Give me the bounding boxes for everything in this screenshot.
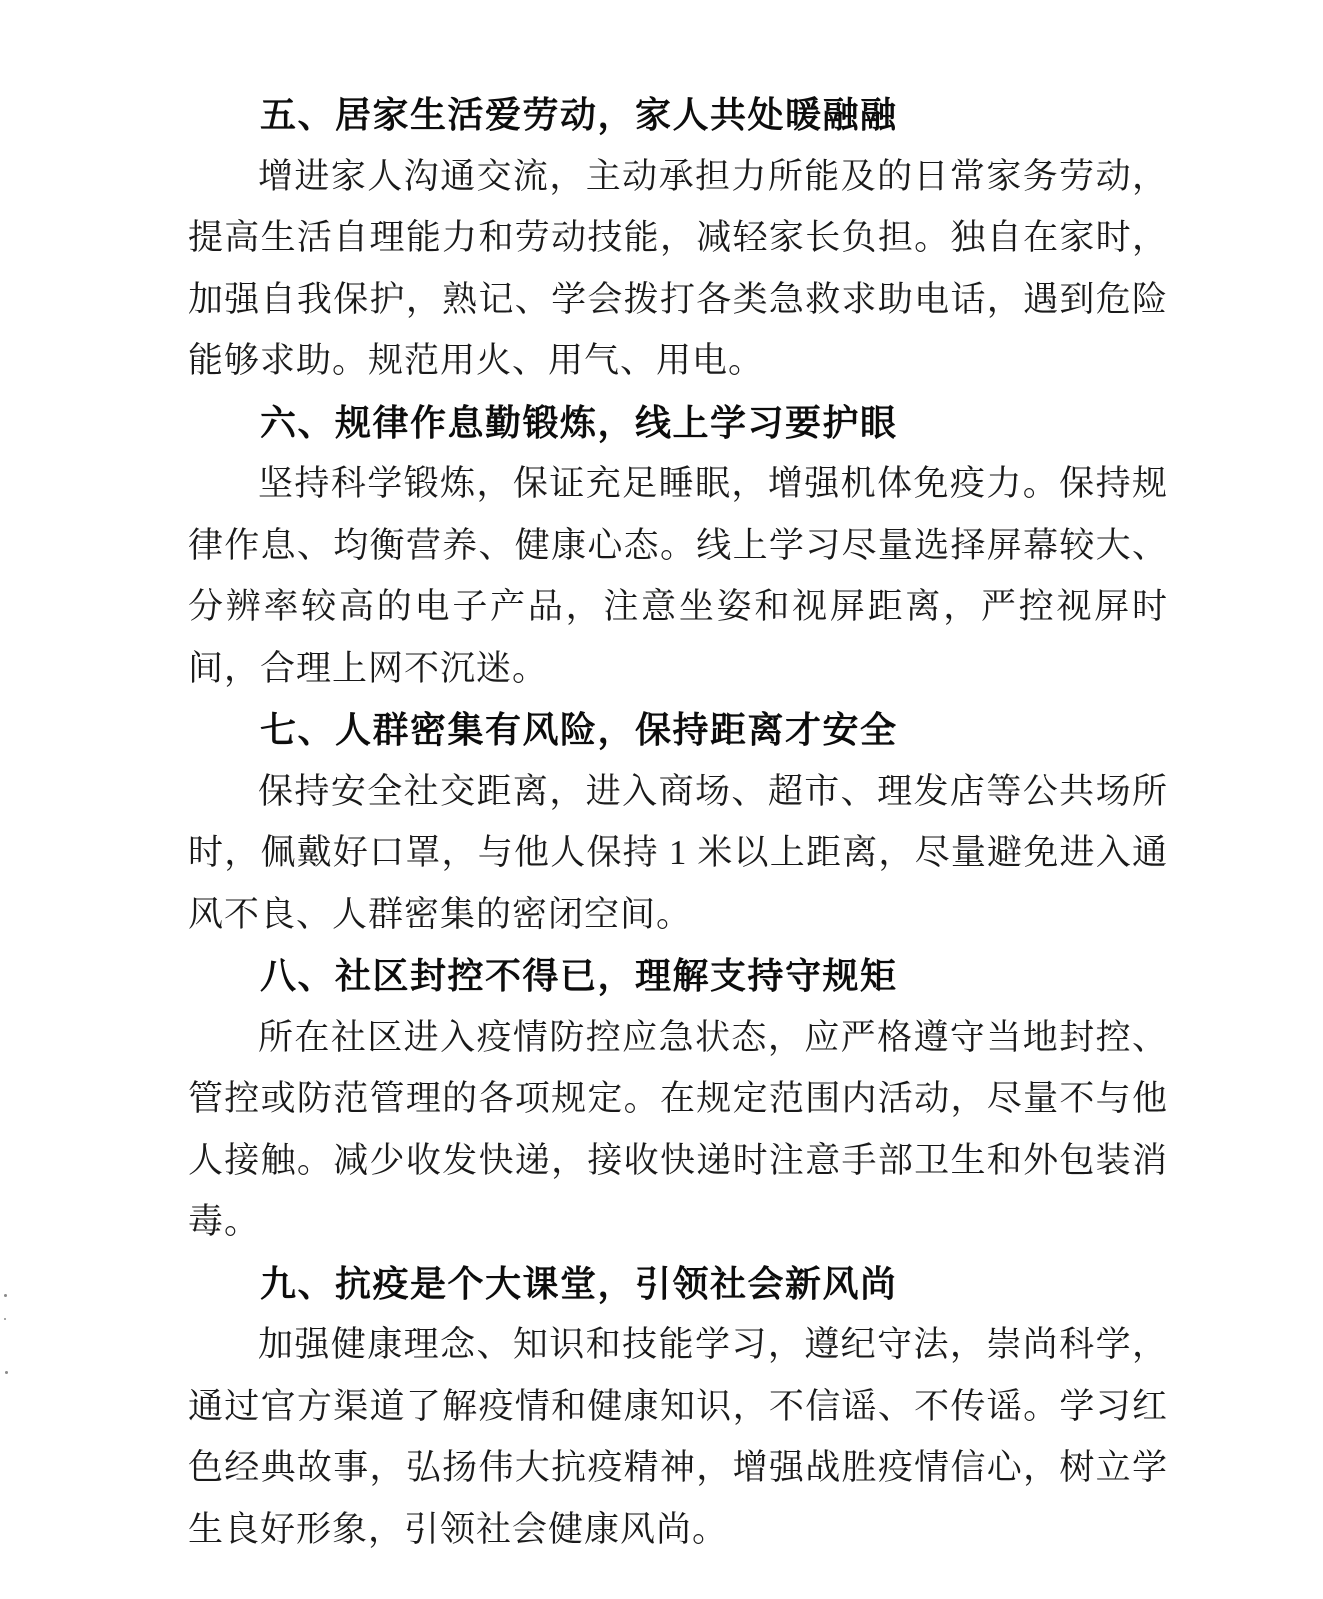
section-nine-heading: 九、抗疫是个大课堂，引领社会新风尚: [260, 1262, 898, 1304]
section-nine: [188, 1253, 1168, 1561]
section-six-heading: 六、规律作息勤锻炼，线上学习要护眼: [260, 401, 898, 443]
section-seven-paragraph: 保持安全社交距离，进入商场、超市、理发店等公共场所时，佩戴好口罩，与他人保持 1 米以上距离，尽量避免进入通风不良、人群密集的密闭空间。: [188, 771, 1168, 934]
document-content: [188, 84, 1168, 1560]
scan-speck: [4, 1318, 6, 1320]
scan-speck: [4, 1294, 7, 1297]
section-eight: [188, 945, 1168, 1253]
section-six: [188, 392, 1168, 700]
scan-speck: [5, 1371, 8, 1374]
section-seven-heading: 七、人群密集有风险，保持距离才安全: [260, 709, 898, 750]
section-eight-paragraph: 所在社区进入疫情防控应急状态，应严格遵守当地封控、管控或防范管理的各项规定。在规定范围内活动，尽量不与他人接触。减少收发快递，接收快递时注意手部卫生和外包装消毒。: [188, 1017, 1168, 1241]
section-nine-paragraph: 加强健康理念、知识和技能学习，遵纪守法，崇尚科学，通过官方渠道了解疫情和健康知识，不信谣、不传谣。学习红色经典故事，弘扬伟大抗疫精神，增强战胜疫情信心，树立学生良好形象，引领社会健康风尚。: [188, 1325, 1168, 1549]
section-five-heading: 五、居家生活爱劳动，家人共处暖融融: [260, 94, 898, 135]
section-five-paragraph: 增进家人沟通交流，主动承担力所能及的日常家务劳动，提高生活自理能力和劳动技能，减轻家长负担。独自在家时，加强自我保护，熟记、学会拨打各类急救求助电话，遇到危险能够求助。规范用火、用气、用电。: [188, 156, 1168, 380]
section-six-paragraph: 坚持科学锻炼，保证充足睡眠，增强机体免疫力。保持规律作息、均衡营养、健康心态。线上学习尽量选择屏幕较大、分辨率较高的电子产品，注意坐姿和视屏距离，严控视屏时间，合理上网不沉迷。: [188, 464, 1168, 688]
section-five: [188, 84, 1168, 392]
section-seven: [188, 699, 1168, 945]
section-eight-heading: 八、社区封控不得已，理解支持守规矩: [260, 955, 898, 996]
